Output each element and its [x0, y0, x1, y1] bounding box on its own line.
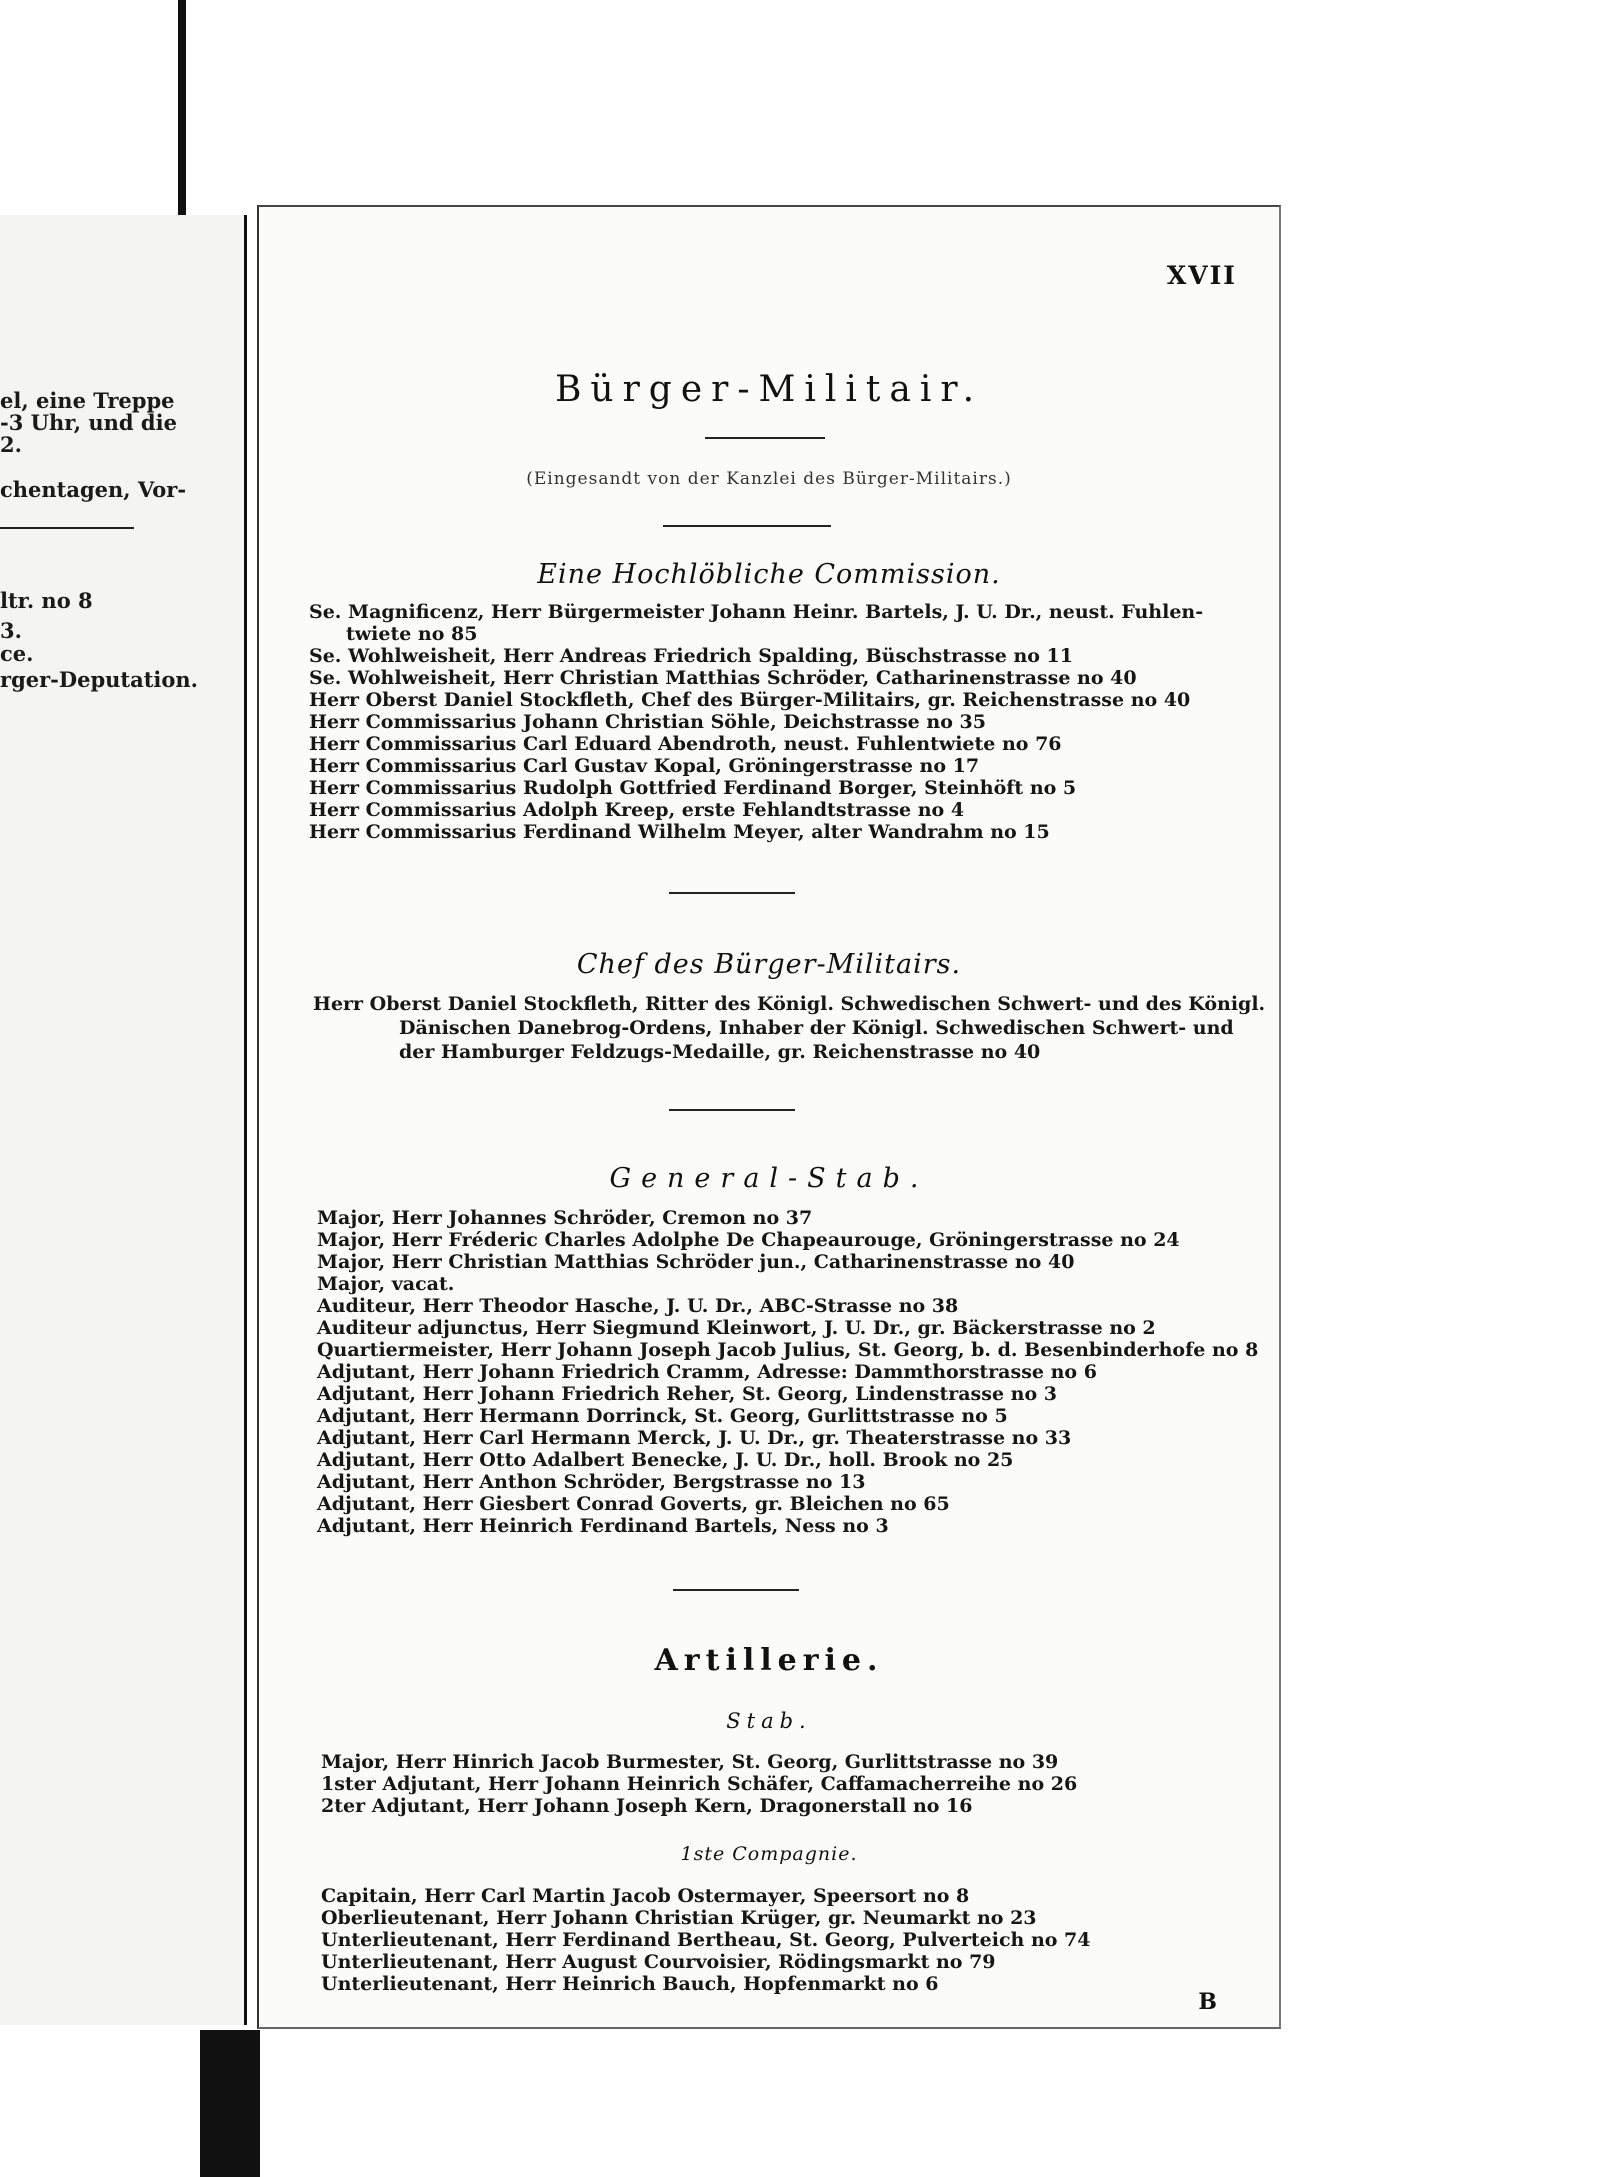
commission-heading: Eine Hochlöbliche Commission.: [537, 559, 1001, 590]
list-item: Se. Magnificenz, Herr Bürgermeister Johann Heinr. Bartels, J. U. Dr., neust. Fuhlen-: [309, 601, 1204, 623]
artillerie-heading: Artillerie.: [654, 1643, 884, 1678]
page-title: Bürger-Militair.: [554, 369, 984, 410]
list-item: Quartiermeister, Herr Johann Joseph Jacob Julius, St. Georg, b. d. Besenbinderhofe no 8: [317, 1339, 1259, 1361]
company-heading: 1ste Compagnie.: [680, 1843, 858, 1865]
general-stab-heading: General-Stab.: [609, 1163, 929, 1194]
list-item: Herr Oberst Daniel Stockfleth, Chef des Bürger-Militairs, gr. Reichenstrasse no 40: [309, 689, 1191, 711]
list-item: Adjutant, Herr Otto Adalbert Benecke, J. U. Dr., holl. Brook no 25: [317, 1449, 1014, 1471]
signature-mark: B: [1198, 1989, 1217, 2015]
list-item: Herr Commissarius Johann Christian Söhle, Deichstrasse no 35: [309, 711, 986, 733]
section-rule: [673, 1589, 799, 1591]
list-item: der Hamburger Feldzugs-Medaille, gr. Reichenstrasse no 40: [399, 1041, 1041, 1063]
list-item: Herr Commissarius Ferdinand Wilhelm Meyer, alter Wandrahm no 15: [309, 821, 1050, 843]
list-item: Unterlieutenant, Herr Heinrich Bauch, Hopfenmarkt no 6: [321, 1973, 939, 1995]
list-item: Adjutant, Herr Carl Hermann Merck, J. U. Dr., gr. Theaterstrasse no 33: [317, 1427, 1072, 1449]
section-rule: [669, 1109, 795, 1111]
gutter-shadow: [178, 0, 186, 215]
list-item: twiete no 85: [346, 623, 478, 645]
list-item: Dänischen Danebrog-Ordens, Inhaber der Königl. Schwedischen Schwert- und: [399, 1017, 1234, 1039]
list-item: Major, Herr Hinrich Jacob Burmester, St. Georg, Gurlittstrasse no 39: [321, 1751, 1059, 1773]
list-item: Auditeur, Herr Theodor Hasche, J. U. Dr., ABC-Strasse no 38: [317, 1295, 959, 1317]
left-page-line: rger-Deputation.: [0, 667, 198, 692]
title-rule: [705, 437, 825, 439]
list-item: Adjutant, Herr Anthon Schröder, Bergstrasse no 13: [317, 1471, 866, 1493]
list-item: Se. Wohlweisheit, Herr Andreas Friedrich Spalding, Büschstrasse no 11: [309, 645, 1073, 667]
list-item: Unterlieutenant, Herr Ferdinand Bertheau, St. Georg, Pulverteich no 74: [321, 1929, 1091, 1951]
list-item: Adjutant, Herr Giesbert Conrad Goverts, gr. Bleichen no 65: [317, 1493, 950, 1515]
list-item: Adjutant, Herr Heinrich Ferdinand Bartels, Ness no 3: [317, 1515, 889, 1537]
binding-shadow: [200, 2030, 260, 2177]
list-item: Herr Commissarius Carl Eduard Abendroth, neust. Fuhlentwiete no 76: [309, 733, 1062, 755]
list-item: Oberlieutenant, Herr Johann Christian Krüger, gr. Neumarkt no 23: [321, 1907, 1037, 1929]
list-item: 1ster Adjutant, Herr Johann Heinrich Schäfer, Caffamacherreihe no 26: [321, 1773, 1078, 1795]
list-item: Adjutant, Herr Hermann Dorrinck, St. Georg, Gurlittstrasse no 5: [317, 1405, 1008, 1427]
list-item: Herr Commissarius Carl Gustav Kopal, Gröningerstrasse no 17: [309, 755, 980, 777]
left-page-line: ce.: [0, 641, 34, 666]
stab-heading: Stab.: [726, 1709, 812, 1733]
page-number: XVII: [1166, 261, 1237, 290]
section-rule: [669, 892, 795, 894]
left-facing-page: [0, 215, 247, 2025]
page-subtitle: (Eingesandt von der Kanzlei des Bürger-Militairs.): [526, 469, 1012, 489]
list-item: Major, Herr Johannes Schröder, Cremon no 37: [317, 1207, 813, 1229]
left-page-line: chentagen, Vor-: [0, 477, 187, 502]
list-item: Herr Commissarius Rudolph Gottfried Ferdinand Borger, Steinhöft no 5: [309, 777, 1077, 799]
list-item: 2ter Adjutant, Herr Johann Joseph Kern, Dragonerstall no 16: [321, 1795, 973, 1817]
page-gutter: [244, 215, 247, 2025]
list-item: Auditeur adjunctus, Herr Siegmund Kleinwort, J. U. Dr., gr. Bäckerstrasse no 2: [317, 1317, 1156, 1339]
main-page: [257, 205, 1281, 2029]
left-page-line: el, eine Treppe: [0, 388, 175, 413]
list-item: Major, Herr Fréderic Charles Adolphe De Chapeaurouge, Gröningerstrasse no 24: [317, 1229, 1180, 1251]
list-item: Se. Wohlweisheit, Herr Christian Matthias Schröder, Catharinenstrasse no 40: [309, 667, 1137, 689]
list-item: Capitain, Herr Carl Martin Jacob Ostermayer, Speersort no 8: [321, 1885, 970, 1907]
list-item: Herr Commissarius Adolph Kreep, erste Fehlandtstrasse no 4: [309, 799, 965, 821]
left-page-line: 3.: [0, 618, 22, 643]
left-page-line: ltr. no 8: [0, 588, 93, 613]
left-page-line: 2.: [0, 432, 22, 457]
left-page-line: -3 Uhr, und die: [0, 410, 177, 435]
list-item: Unterlieutenant, Herr August Courvoisier, Rödingsmarkt no 79: [321, 1951, 996, 1973]
list-item: Adjutant, Herr Johann Friedrich Reher, St. Georg, Lindenstrasse no 3: [317, 1383, 1057, 1405]
chef-heading: Chef des Bürger-Militairs.: [576, 949, 962, 980]
list-item: Major, vacat.: [317, 1273, 455, 1295]
list-item: Herr Oberst Daniel Stockfleth, Ritter des Königl. Schwedischen Schwert- und des Königl.: [313, 993, 1266, 1015]
left-page-rule: [0, 527, 134, 529]
section-rule: [663, 525, 831, 527]
list-item: Major, Herr Christian Matthias Schröder jun., Catharinenstrasse no 40: [317, 1251, 1075, 1273]
list-item: Adjutant, Herr Johann Friedrich Cramm, Adresse: Dammthorstrasse no 6: [317, 1361, 1097, 1383]
